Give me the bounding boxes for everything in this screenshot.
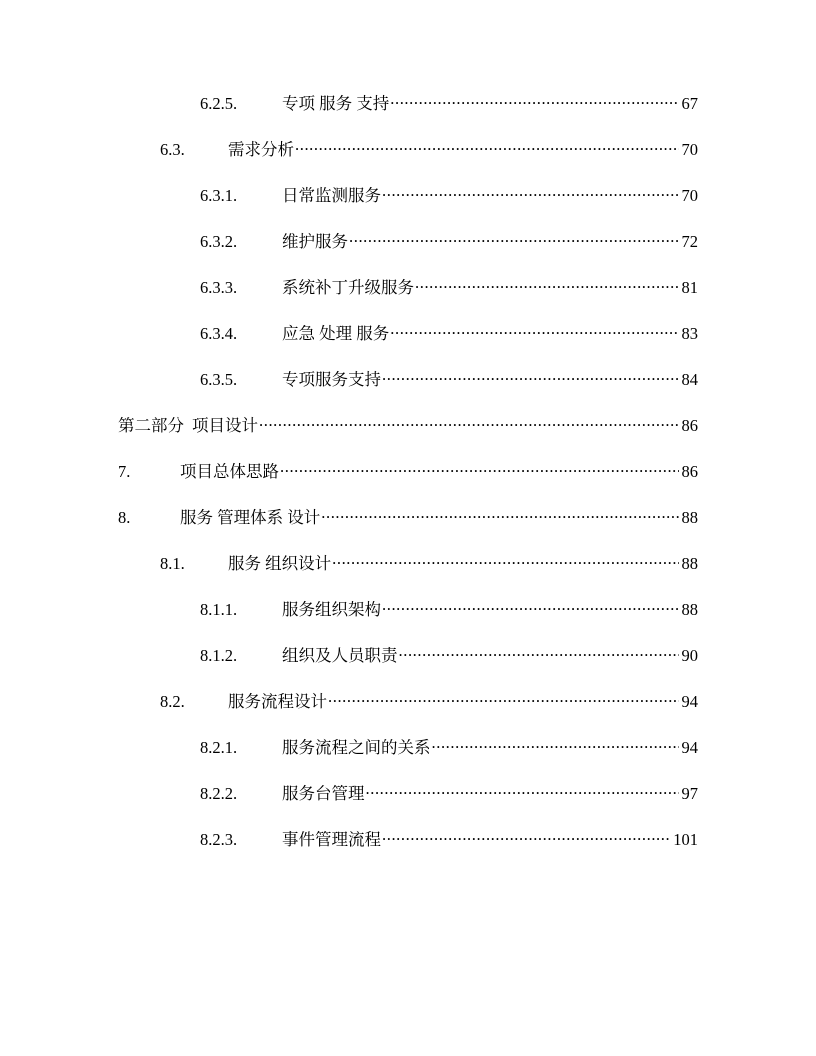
toc-entry[interactable] [118, 460, 698, 480]
toc-entry-page-number: 72 [681, 231, 698, 251]
toc-entry-title: 专项 服务 支持 [282, 93, 390, 113]
toc-entry-number: 7. [118, 461, 131, 481]
toc-leader-dots [382, 598, 679, 615]
table-of-contents [118, 92, 698, 874]
toc-entry-title: 维护服务 [282, 231, 348, 251]
toc-entry[interactable] [200, 230, 698, 250]
toc-entry-title: 日常监测服务 [282, 185, 381, 205]
toc-entry[interactable] [200, 828, 698, 848]
toc-entry[interactable] [200, 322, 698, 342]
toc-leader-dots [366, 782, 679, 799]
toc-entry[interactable] [200, 184, 698, 204]
toc-leader-dots [349, 230, 679, 247]
toc-entry-page-number: 88 [681, 553, 698, 573]
toc-leader-dots [432, 736, 679, 753]
toc-leader-dots [332, 552, 678, 569]
toc-leader-dots [382, 828, 670, 845]
toc-entry[interactable] [200, 782, 698, 802]
toc-entry-page-number: 67 [681, 93, 698, 113]
toc-entry-page-number: 94 [681, 691, 698, 711]
toc-leader-dots [382, 368, 679, 385]
toc-entry-title: 服务 管理体系 设计 [180, 507, 321, 527]
toc-entry-title: 服务组织架构 [282, 599, 381, 619]
toc-entry-number: 6.3.2. [200, 231, 238, 251]
toc-entry-title: 系统补丁升级服务 [282, 277, 414, 297]
toc-entry[interactable] [200, 598, 698, 618]
toc-entry[interactable] [160, 552, 698, 572]
toc-entry-number: 8.2. [160, 691, 185, 711]
toc-entry-page-number: 86 [681, 461, 698, 481]
toc-entry[interactable] [160, 690, 698, 710]
toc-entry[interactable] [200, 644, 698, 664]
toc-entry-page-number: 90 [681, 645, 698, 665]
toc-entry-page-number: 88 [681, 507, 698, 527]
toc-entry-page-number: 70 [681, 139, 698, 159]
toc-entry-title: 项目总体思路 [180, 461, 279, 481]
toc-entry-title: 需求分析 [228, 139, 294, 159]
toc-entry-page-number: 70 [681, 185, 698, 205]
toc-entry[interactable] [200, 368, 698, 388]
toc-entry-number: 8.2.1. [200, 737, 238, 757]
toc-entry-page-number: 101 [673, 829, 698, 849]
toc-entry-page-number: 97 [681, 783, 698, 803]
toc-leader-dots [382, 184, 679, 201]
toc-entry-number: 6.3.3. [200, 277, 238, 297]
toc-entry-number: 8.1.2. [200, 645, 238, 665]
toc-entry[interactable] [200, 736, 698, 756]
toc-entry-number: 6.3.1. [200, 185, 238, 205]
toc-entry-title: 组织及人员职责 [282, 645, 398, 665]
toc-leader-dots [399, 644, 679, 661]
toc-entry-number: 6.3. [160, 139, 185, 159]
toc-entry-page-number: 88 [681, 599, 698, 619]
toc-entry[interactable] [118, 506, 698, 526]
toc-entry-title: 专项服务支持 [282, 369, 381, 389]
toc-entry-number: 6.3.4. [200, 323, 238, 343]
toc-entry-title: 服务流程之间的关系 [282, 737, 431, 757]
toc-leader-dots [328, 690, 679, 707]
toc-entry[interactable] [200, 92, 698, 112]
toc-entry-page-number: 94 [681, 737, 698, 757]
toc-entry-title: 服务台管理 [282, 783, 365, 803]
toc-entry-title: 服务 组织设计 [228, 553, 332, 573]
toc-leader-dots [295, 138, 679, 155]
toc-leader-dots [280, 460, 679, 477]
toc-entry-number: 8.1. [160, 553, 185, 573]
toc-leader-dots [259, 414, 679, 431]
toc-leader-dots [415, 276, 679, 293]
toc-entry[interactable] [200, 276, 698, 296]
toc-leader-dots [390, 322, 678, 339]
toc-entry[interactable] [160, 138, 698, 158]
toc-leader-dots [321, 506, 678, 523]
toc-entry-title: 事件管理流程 [282, 829, 381, 849]
toc-entry-number: 第二部分 [118, 415, 184, 435]
toc-entry-title: 应急 处理 服务 [282, 323, 390, 343]
toc-entry-number: 8.1.1. [200, 599, 238, 619]
toc-entry-number: 8.2.2. [200, 783, 238, 803]
toc-entry-page-number: 86 [681, 415, 698, 435]
toc-entry-number: 6.2.5. [200, 93, 238, 113]
toc-entry-page-number: 84 [681, 369, 698, 389]
toc-entry-number: 6.3.5. [200, 369, 238, 389]
toc-entry-page-number: 81 [681, 277, 698, 297]
toc-entry-number: 8. [118, 507, 131, 527]
toc-entry[interactable] [118, 414, 698, 434]
toc-entry-number: 8.2.3. [200, 829, 238, 849]
toc-leader-dots [390, 92, 678, 109]
toc-entry-page-number: 83 [681, 323, 698, 343]
toc-entry-title: 项目设计 [192, 415, 258, 435]
toc-entry-title: 服务流程设计 [228, 691, 327, 711]
